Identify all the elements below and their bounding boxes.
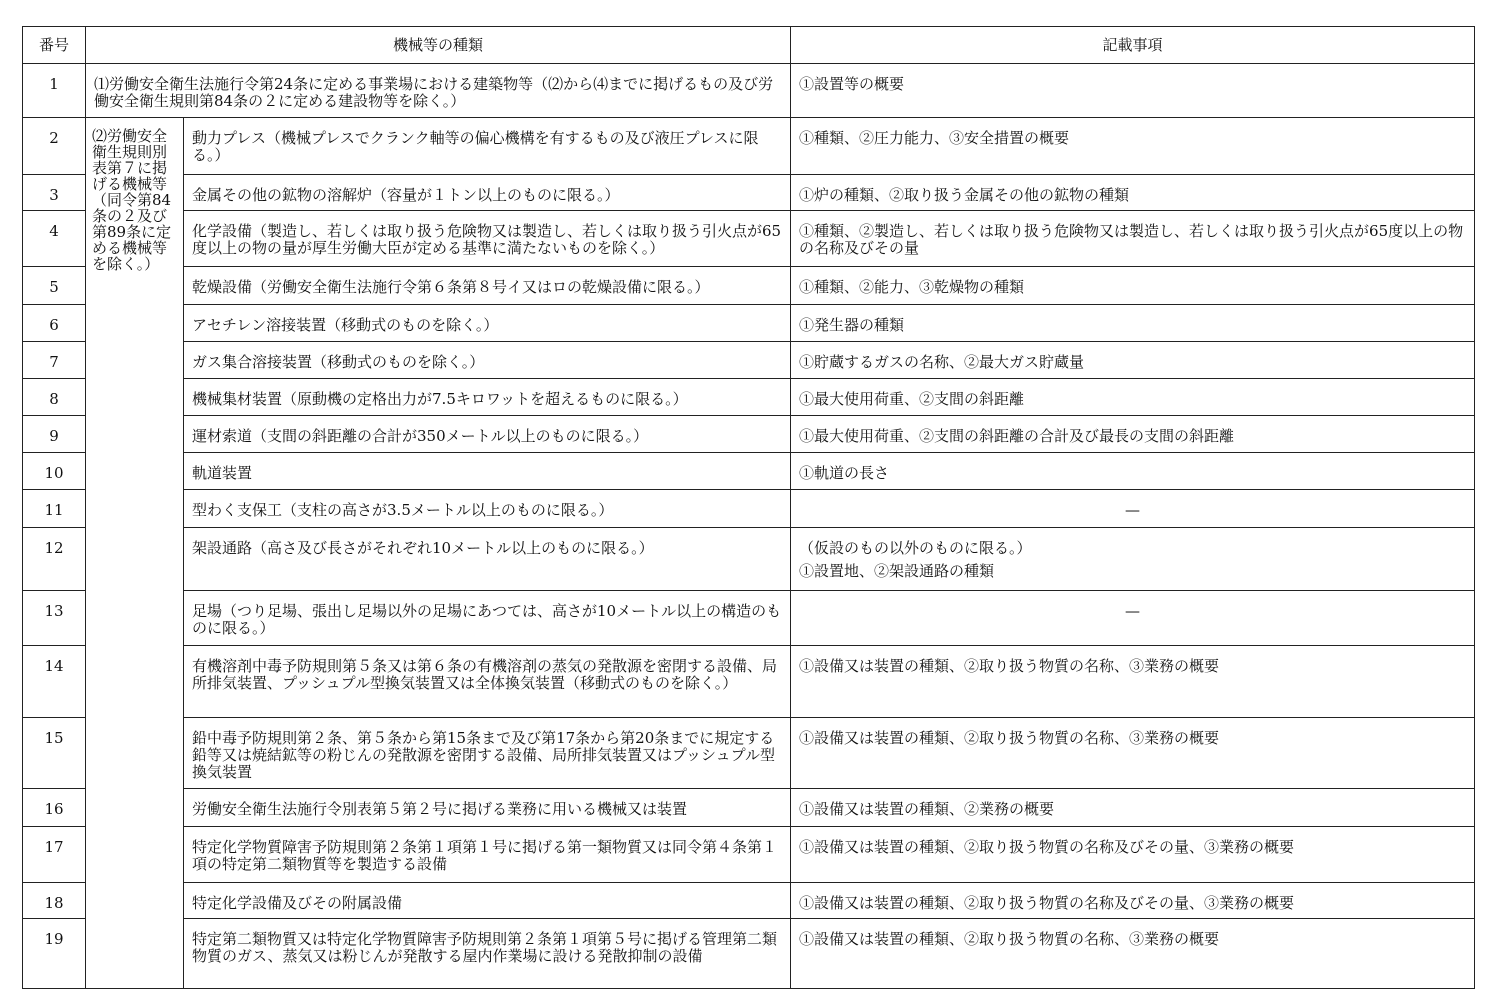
row-type: 軌道装置 [184, 453, 791, 490]
row-items: — [791, 591, 1475, 646]
row-type: 乾燥設備（労働安全衛生法施行令第６条第８号イ又はロの乾燥設備に限る。） [184, 267, 791, 305]
row-number: 15 [23, 718, 86, 789]
row-items: ①設備又は装置の種類、②取り扱う物質の名称、③業務の概要 [791, 646, 1475, 718]
row-number: 6 [23, 305, 86, 342]
table-row [23, 718, 1475, 789]
table-row [23, 267, 1475, 305]
table-row [23, 528, 1475, 591]
row-items: — [791, 490, 1475, 528]
table-row [23, 883, 1475, 919]
row-items: ①発生器の種類 [791, 305, 1475, 342]
row-type: 動力プレス（機械プレスでクランク軸等の偏心機構を有するもの及び液圧プレスに限る。） [184, 118, 791, 175]
row-items: ①設備又は装置の種類、②取り扱う物質の名称及びその量、③業務の概要 [791, 883, 1475, 919]
row-items: ①軌道の長さ [791, 453, 1475, 490]
row-number: 4 [23, 211, 86, 267]
table-row [23, 827, 1475, 883]
header-number: 番号 [23, 27, 86, 64]
row-items: ①種類、②能力、③乾燥物の種類 [791, 267, 1475, 305]
row-number: 12 [23, 528, 86, 591]
row-type: 機械集材装置（原動機の定格出力が7.5キロワットを超えるものに限る。） [184, 379, 791, 416]
row-number: 18 [23, 883, 86, 919]
row-number: 13 [23, 591, 86, 646]
row-type: 金属その他の鉱物の溶解炉（容量が１トン以上のものに限る。） [184, 175, 791, 211]
row-number: 16 [23, 789, 86, 827]
row-items: ①貯蔵するガスの名称、②最大ガス貯蔵量 [791, 342, 1475, 379]
row-number: 14 [23, 646, 86, 718]
row-type: 特定化学物質障害予防規則第２条第１項第１号に掲げる第一類物質又は同令第４条第１項の特定第二類物質等を製造する設備 [184, 827, 791, 883]
row-type: 鉛中毒予防規則第２条、第５条から第15条まで及び第17条から第20条までに規定する鉛等又は焼結鉱等の粉じんの発散源を密閉する設備、局所排気装置又はプッシュプル型換気装置 [184, 718, 791, 789]
table-row [23, 646, 1475, 718]
row-number: 10 [23, 453, 86, 490]
table-row [23, 490, 1475, 528]
row-type: 化学設備（製造し、若しくは取り扱う危険物又は製造し、若しくは取り扱う引火点が65度以上の物の量が厚生労働大臣が定める基準に満たないものを除く。） [184, 211, 791, 267]
row-type: アセチレン溶接装置（移動式のものを除く。） [184, 305, 791, 342]
group-label: ⑵労働安全衛生規則別表第７に掲げる機械等（同令第84条の２及び第89条に定める機械等を除く。） [86, 118, 184, 989]
row-items: ①種類、②圧力能力、③安全措置の概要 [791, 118, 1475, 175]
row-items: ①最大使用荷重、②支間の斜距離の合計及び最長の支間の斜距離 [791, 416, 1475, 453]
row-items-detail: ①設置地、②架設通路の種類 [799, 562, 995, 580]
row-number: 8 [23, 379, 86, 416]
row-type: 架設通路（高さ及び長さがそれぞれ10メートル以上のものに限る。） [184, 528, 791, 591]
row-type: 有機溶剤中毒予防規則第５条又は第６条の有機溶剤の蒸気の発散源を密閉する設備、局所排気装置、プッシュプル型換気装置又は全体換気装置（移動式のものを除く。） [184, 646, 791, 718]
row-number: 1 [23, 64, 86, 118]
row-number: 11 [23, 490, 86, 528]
row-items: ①設備又は装置の種類、②業務の概要 [791, 789, 1475, 827]
table-row [23, 342, 1475, 379]
row-type: ⑴労働安全衛生法施行令第24条に定める事業場における建築物等（⑵から⑷までに掲げるもの及び労働安全衛生規則第84条の２に定める建設物等を除く。） [86, 64, 791, 118]
table-row [23, 118, 1475, 175]
row-items: ①設置等の概要 [791, 64, 1475, 118]
table-row [23, 416, 1475, 453]
machinery-table [22, 26, 1475, 989]
table-row [23, 789, 1475, 827]
row-number: 9 [23, 416, 86, 453]
table-row [23, 591, 1475, 646]
row-number: 17 [23, 827, 86, 883]
row-number: 3 [23, 175, 86, 211]
row-type: 労働安全衛生法施行令別表第５第２号に掲げる業務に用いる機械又は装置 [184, 789, 791, 827]
row-type: 足場（つり足場、張出し足場以外の足場にあつては、高さが10メートル以上の構造のものに限る。） [184, 591, 791, 646]
row-items: ①最大使用荷重、②支間の斜距離 [791, 379, 1475, 416]
table-row [23, 305, 1475, 342]
row-type: 運材索道（支間の斜距離の合計が350メートル以上のものに限る。） [184, 416, 791, 453]
row-number: 19 [23, 919, 86, 989]
row-number: 7 [23, 342, 86, 379]
table-row [23, 175, 1475, 211]
row-number: 5 [23, 267, 86, 305]
table-header-row [23, 27, 1475, 64]
header-machine-type: 機械等の種類 [86, 27, 791, 64]
table-row [23, 211, 1475, 267]
row-type: 特定化学設備及びその附属設備 [184, 883, 791, 919]
table-row [23, 453, 1475, 490]
header-items: 記載事項 [791, 27, 1475, 64]
table-row [23, 379, 1475, 416]
row-items: ①設備又は装置の種類、②取り扱う物質の名称、③業務の概要 [791, 919, 1475, 989]
row-items: ①設備又は装置の種類、②取り扱う物質の名称、③業務の概要 [791, 718, 1475, 789]
row-items: ①炉の種類、②取り扱う金属その他の鉱物の種類 [791, 175, 1475, 211]
table-row [23, 64, 1475, 118]
row-number: 2 [23, 118, 86, 175]
row-items: ①設備又は装置の種類、②取り扱う物質の名称及びその量、③業務の概要 [791, 827, 1475, 883]
row-type: 特定第二類物質又は特定化学物質障害予防規則第２条第１項第５号に掲げる管理第二類物質のガス、蒸気又は粉じんが発散する屋内作業場に設ける発散抑制の設備 [184, 919, 791, 989]
row-type: 型わく支保工（支柱の高さが3.5メートル以上のものに限る。） [184, 490, 791, 528]
row-items: ①種類、②製造し、若しくは取り扱う危険物又は製造し、若しくは取り扱う引火点が65度以上の物の名称及びその量 [791, 211, 1475, 267]
row-type: ガス集合溶接装置（移動式のものを除く。） [184, 342, 791, 379]
row-items [791, 528, 1475, 591]
row-items-note: （仮設のもの以外のものに限る。） [799, 539, 1032, 557]
table-row [23, 919, 1475, 989]
